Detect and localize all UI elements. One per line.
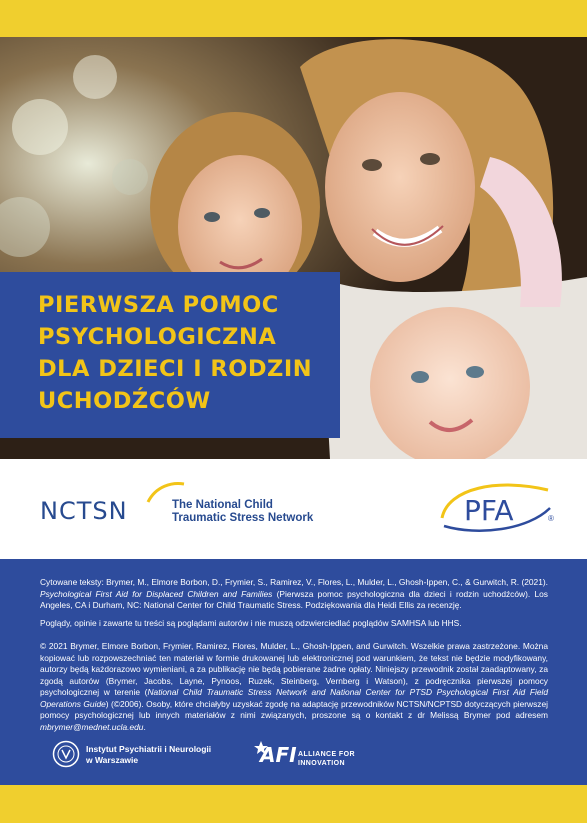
copyright-guide-title: National Child Traumatic Stress Network and National Center for PTSD Psychological First Aid Field Operations Guide [40, 687, 548, 709]
ipin-seal-icon [52, 740, 80, 768]
title-panel [0, 272, 340, 438]
pfa-registered-mark: ® [548, 514, 554, 523]
copyright-paragraph [40, 641, 548, 733]
ipin-name-line-1: Instytut Psychiatrii i Neurologii [86, 744, 212, 754]
ipin-name [86, 744, 211, 766]
afi-name [298, 751, 355, 768]
copyright-text-b: ) (©2006). Osoby, które chciałyby uzyskać zgodę na adaptację przewodników NCTSN/NCPTSD dotyczących pierwszej pomocy psychologicznej lub innych materiałów z nimi związanych, proszone są o kontakt z dr Melissą Brymer pod adresem [40, 698, 548, 720]
title-line-3: DLA DZIECI I RODZIN [38, 356, 313, 382]
title-line-1: PIERWSZA POMOC [38, 292, 279, 318]
ipin-name-line-2: w Warszawie [86, 755, 139, 765]
nctsn-logo: NCTSN [40, 497, 128, 525]
pfa-logo [438, 478, 558, 538]
nctsn-full-name [172, 499, 313, 525]
afi-mark: AFI [260, 743, 297, 767]
citation-paragraph [40, 577, 548, 612]
top-yellow-band [0, 0, 587, 37]
afi-logo [254, 741, 297, 767]
pfa-text: PFA [464, 494, 514, 527]
title-line-2: PSYCHOLOGICZNA [38, 324, 277, 350]
citation-lead: Cytowane teksty: Brymer, M., Elmore Borbon, D., Frymier, S., Ramirez, V., Flores, L., Mulder, L., Ghosh-Ippen, C., & Gurwitch, R. (2021). [40, 577, 548, 587]
copyright-end: . [143, 721, 146, 732]
nctsn-full-name-line-2: Traumatic Stress Network [172, 512, 314, 524]
title-line-4: UCHODŹCÓW [38, 388, 211, 414]
nctsn-full-name-line-1: The National Child [172, 499, 273, 511]
citation-title: Psychological First Aid for Displaced Children and Families [40, 588, 273, 599]
afi-name-line-1: ALLIANCE FOR [298, 751, 355, 758]
contact-email-link[interactable]: mbrymer@mednet.ucla.edu [40, 721, 144, 732]
citation-tail: (Pierwsza pomoc psychologiczna dla dzieci i rodzin uchodźców). Los Angeles, CA i Durham, NC: National Center for Child Traumatic Stress. Podziękowania dla Heidi Ellis za recenzję. [40, 588, 548, 610]
bottom-yellow-band [0, 785, 587, 823]
copyright-text-a: © 2021 Brymer, Elmore Borbon, Frymier, Ramirez, Flores, Mulder, L., Ghosh-Ippen, and Gurwitch. Wszelkie prawa zastrzeżone. Można kopiować lub rozpowszechniać ten materiał w formie drukowanej lub elektronicznej pod warunkiem, że tekst nie będzie modyfikowany, autorzy będą każdorazowo wymieniani, a za publikację nie będą pobierane żadne opłaty. Niniejszy przewodnik został zaadaptowany, za zgodą autorów (Brymer, Jacobs, Layne, Pynoos, Ruzek, Steinberg, Vernberg i Watson), z podręcznika pierwszej pomocy psychologicznej w terenie ( [40, 641, 548, 697]
disclaimer-paragraph: Poglądy, opinie i zawarte tu treści są poglądami autorów i nie muszą odzwierciedlać poglądów SAMHSA lub HHS. [40, 618, 462, 628]
afi-name-line-2: INNOVATION [298, 759, 345, 767]
